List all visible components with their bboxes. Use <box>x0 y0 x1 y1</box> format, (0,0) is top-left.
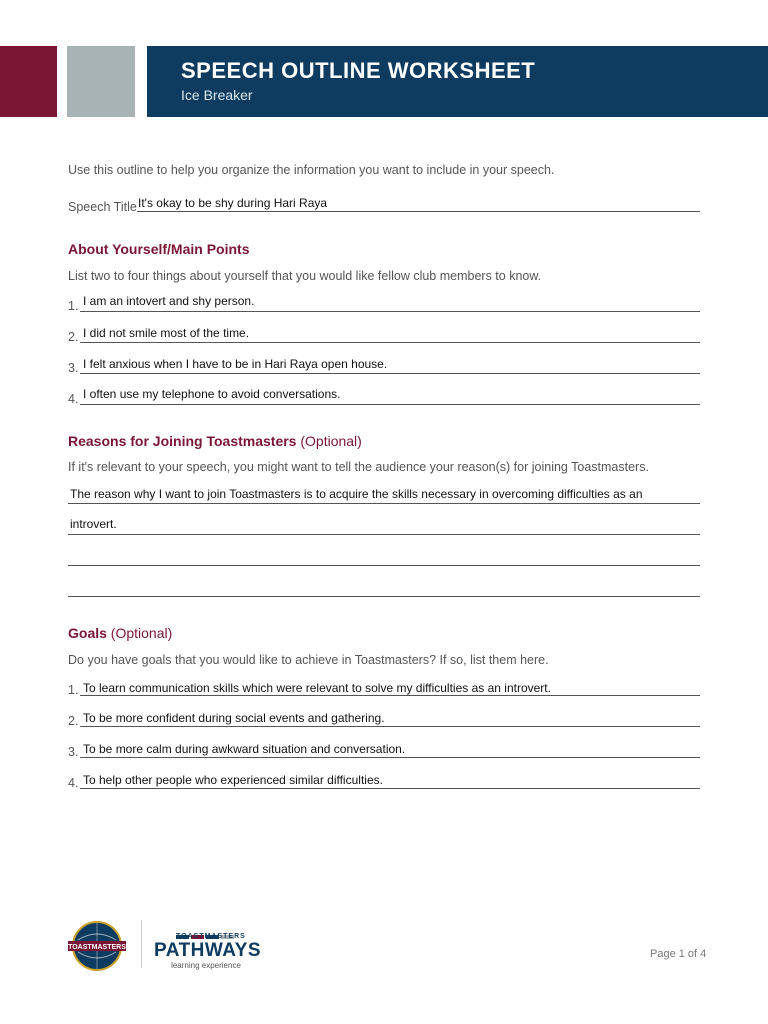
header-red-block <box>0 46 57 117</box>
reasons-title-text: Reasons for Joining Toastmasters <box>68 433 297 449</box>
intro-text: Use this outline to help you organize the information you want to include in your speech. <box>68 163 555 177</box>
about-item-field[interactable]: I am an intovert and shy person. <box>83 294 255 308</box>
goals-section-description: Do you have goals that you would like to achieve in Toastmasters? If so, list them here. <box>68 653 549 667</box>
about-item-number: 2. <box>68 330 79 344</box>
reasons-field[interactable]: The reason why I want to join Toastmasters is to acquire the skills necessary in overcoming difficulties as an <box>70 487 643 501</box>
pathways-org-label: TOASTMASTERS <box>176 933 246 940</box>
speech-title-line <box>137 211 700 212</box>
about-item-line <box>80 404 700 405</box>
toastmasters-logo-icon <box>66 920 128 972</box>
about-item-line <box>80 342 700 343</box>
about-item-number: 1. <box>68 299 79 313</box>
goal-item-line <box>80 695 700 696</box>
goal-item-line <box>80 757 700 758</box>
header-grey-block <box>67 46 135 117</box>
reasons-field[interactable]: introvert. <box>70 517 117 531</box>
reasons-line <box>68 596 700 597</box>
logo-text: TOASTMASTERS <box>68 944 126 951</box>
about-item-line <box>80 311 700 312</box>
goal-item-field[interactable]: To be more calm during awkward situation and conversation. <box>83 742 406 756</box>
speech-title-field[interactable]: It's okay to be shy during Hari Raya <box>138 196 328 210</box>
reasons-section-description: If it's relevant to your speech, you might want to tell the audience your reason(s) for joining Toastmasters. <box>68 460 649 474</box>
goal-item-number: 2. <box>68 714 79 728</box>
goal-item-number: 1. <box>68 683 79 697</box>
goal-item-field[interactable]: To help other people who experienced similar difficulties. <box>83 773 383 787</box>
about-item-field[interactable]: I often use my telephone to avoid conversations. <box>83 387 341 401</box>
goal-item-field[interactable]: To be more confident during social events and gathering. <box>83 711 385 725</box>
about-item-field[interactable]: I did not smile most of the time. <box>83 326 250 340</box>
page-number: Page 1 of 4 <box>650 948 707 960</box>
page-title: SPEECH OUTLINE WORKSHEET <box>181 58 536 83</box>
reasons-line <box>68 565 700 566</box>
about-item-number: 4. <box>68 392 79 406</box>
goal-item-number: 4. <box>68 776 79 790</box>
page-subtitle: Ice Breaker <box>181 87 253 103</box>
about-section-description: List two to four things about yourself that you would like fellow club members to know. <box>68 269 542 283</box>
about-item-line <box>80 373 700 374</box>
about-item-field[interactable]: I felt anxious when I have to be in Hari Raya open house. <box>83 357 388 371</box>
reasons-section-title <box>68 433 362 449</box>
goal-item-field[interactable]: To learn communication skills which were relevant to solve my difficulties as an introvert. <box>83 681 551 695</box>
goals-optional-tag: (Optional) <box>110 625 173 641</box>
pathways-tagline: learning experience <box>171 961 241 970</box>
reasons-line <box>68 503 700 504</box>
pathways-logo-text: PATHWAYS <box>154 940 262 961</box>
goal-item-line <box>80 788 700 789</box>
goal-item-number: 3. <box>68 745 79 759</box>
goals-section-title <box>68 625 172 641</box>
reasons-line <box>68 534 700 535</box>
about-item-number: 3. <box>68 361 79 375</box>
footer-divider <box>141 920 142 968</box>
goal-item-line <box>80 726 700 727</box>
reasons-optional-tag: (Optional) <box>300 433 362 449</box>
about-section-title: About Yourself/Main Points <box>68 241 250 257</box>
speech-title-label: Speech Title <box>68 200 137 214</box>
goals-title-text: Goals <box>68 625 107 641</box>
